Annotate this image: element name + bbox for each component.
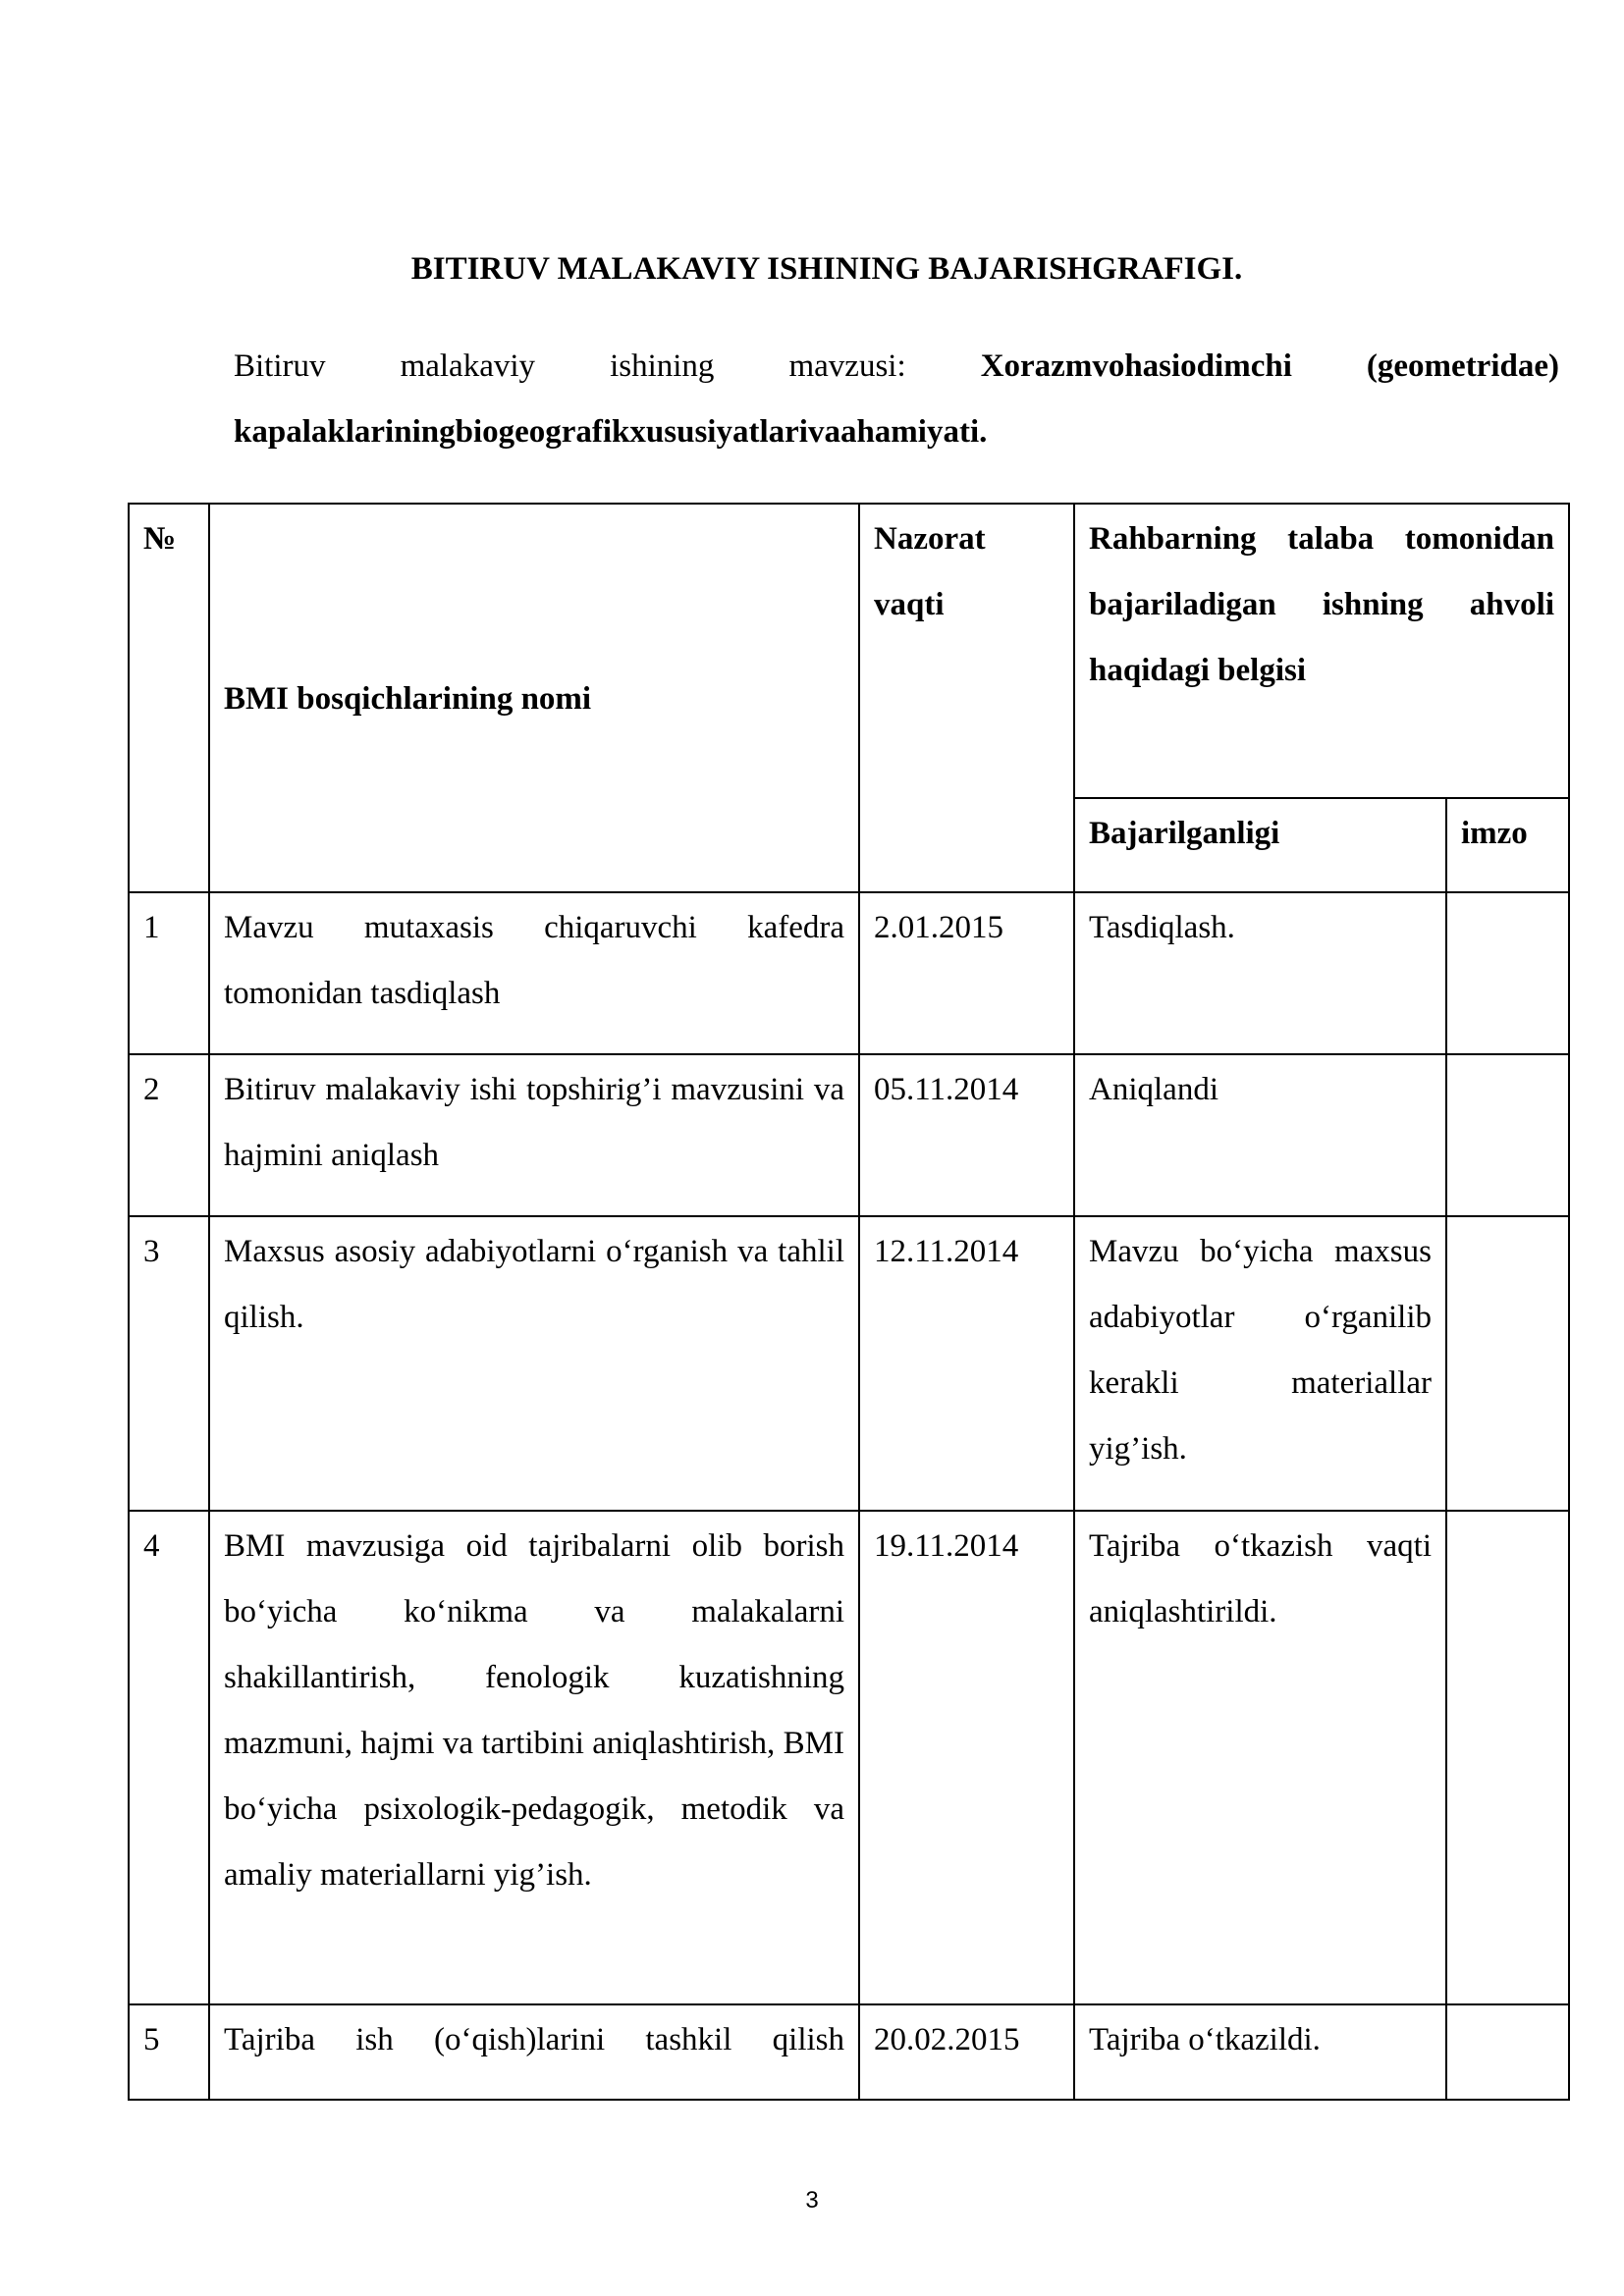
page-number: 3 — [805, 2187, 819, 2214]
header-completion: Bajarilganligi — [1074, 798, 1446, 892]
theme-value: Xorazmvohasiodimchi (geometridae) kapalaklariningbiogeografikxususiyatlarivaahamiyati. — [234, 348, 1559, 450]
row-number: 3 — [129, 1216, 209, 1511]
theme-label: Bitiruv malakaviy ishining mavzusi: — [234, 348, 906, 384]
row-date: 19.11.2014 — [859, 1511, 1074, 2004]
row-date: 12.11.2014 — [859, 1216, 1074, 1511]
row-status: Tasdiqlash. — [1074, 892, 1446, 1054]
table-row — [129, 1511, 1569, 2004]
row-signature — [1446, 2004, 1569, 2100]
table-row — [129, 892, 1569, 1054]
row-date: 05.11.2014 — [859, 1054, 1074, 1216]
row-status: Mavzu bo‘yicha maxsus adabiyotlar o‘rganilib kerakli materiallar yig’ish. — [1074, 1216, 1446, 1511]
row-stage: Mavzu mutaxasis chiqaruvchi kafedra tomonidan tasdiqlash — [209, 892, 859, 1054]
table-row — [129, 1216, 1569, 1511]
header-control-time: Nazorat vaqti — [859, 504, 1074, 892]
row-signature — [1446, 1054, 1569, 1216]
row-stage: Bitiruv malakaviy ishi topshirig’i mavzusini va hajmini aniqlash — [209, 1054, 859, 1216]
row-status: Tajriba o‘tkazish vaqti aniqlashtirildi. — [1074, 1511, 1446, 2004]
row-status: Aniqlandi — [1074, 1054, 1446, 1216]
row-number: 4 — [129, 1511, 209, 2004]
row-stage: Maxsus asosiy adabiyotlarni o‘rganish va tahlil qilish. — [209, 1216, 859, 1511]
thesis-theme — [234, 334, 1559, 465]
row-signature — [1446, 1511, 1569, 2004]
header-supervisor-mark: Rahbarning talaba tomonidan bajariladigan ishning ahvoli haqidagi belgisi — [1074, 504, 1569, 798]
header-stage-name: BMI bosqichlarining nomi — [209, 504, 859, 892]
row-stage: Tajriba ish (o‘qish)larini tashkil qilish — [209, 2004, 859, 2100]
schedule-table — [128, 503, 1570, 2101]
row-signature — [1446, 1216, 1569, 1511]
row-date: 20.02.2015 — [859, 2004, 1074, 2100]
header-signature: imzo — [1446, 798, 1569, 892]
document-title: BITIRUV MALAKAVIY ISHINING BAJARISHGRAFIGI. — [410, 251, 1243, 287]
row-signature — [1446, 892, 1569, 1054]
header-number: № — [129, 504, 209, 892]
row-number: 2 — [129, 1054, 209, 1216]
row-status: Tajriba o‘tkazildi. — [1074, 2004, 1446, 2100]
row-date: 2.01.2015 — [859, 892, 1074, 1054]
row-stage: BMI mavzusiga oid tajribalarni olib borish bo‘yicha ko‘nikma va malakalarni shakillantirish, fenologik kuzatishning mazmuni, hajmi va tartibini aniqlashtirish, BMI bo‘yicha psixologik-pedagogik, metodik va amaliy materiallarni yig’ish. — [209, 1511, 859, 2004]
table-header-row — [129, 504, 1569, 798]
table-row — [129, 1054, 1569, 1216]
row-number: 1 — [129, 892, 209, 1054]
row-number: 5 — [129, 2004, 209, 2100]
table-row — [129, 2004, 1569, 2100]
